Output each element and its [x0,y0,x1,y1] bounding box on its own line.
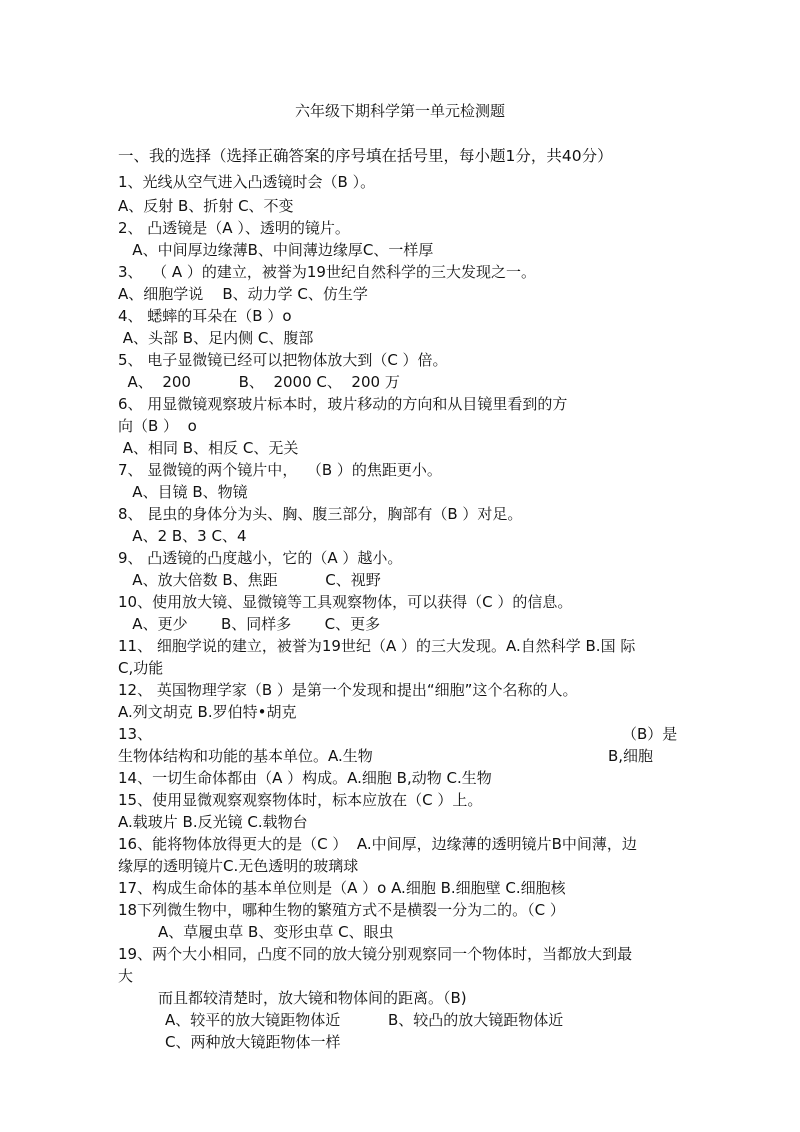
options-line: A、更少 B、同样多 C、更多 [118,615,381,633]
question-line: 3、 （ A ）的建立，被誉为19世纪自然科学的三大发现之一。 [118,263,536,281]
question-line: 18下列微生物中，哪种生物的繁殖方式不是横裂一分为二的。（C ） [118,901,565,919]
options-line: A、草履虫草 B、变形虫草 C、眼虫 [158,923,394,941]
question-line: 1、光线从空气进入凸透镜时会（B ）。 [118,173,376,191]
section-heading: 一、我的选择（选择正确答案的序号填在括号里，每小题1分，共40分） [118,147,613,165]
question-line: 2、 凸透镜是（A ）、透明的镜片。 [118,219,350,237]
option-text: B,细胞 [608,747,654,765]
question-line: 14、一切生命体都由（A ）构成。A.细胞 B,动物 C.生物 [118,769,492,787]
question-line: 7、 显微镜的两个镜片中， （B ）的焦距更小。 [118,461,442,479]
question-line: 15、使用显微观察观察物体时，标本应放在（C ）上。 [118,791,483,809]
options-line: A、放大倍数 B、焦距 C、视野 [118,571,381,589]
question-line: 11、 细胞学说的建立，被誉为19世纪（A ）的三大发现。A.自然科学 B.国 际 [118,637,636,655]
question-line: 6、 用显微镜观察玻片标本时，玻片移动的方向和从目镜里看到的方 [118,395,568,413]
question-line: 10、使用放大镜、显微镜等工具观察物体，可以获得（C ）的信息。 [118,593,573,611]
question-line: 19、两个大小相同，凸度不同的放大镜分别观察同一个物体时，当都放大到最 [118,945,633,963]
document-title: 六年级下期科学第一单元检测题 [294,102,505,120]
question-line-continued: 生物体结构和功能的基本单位。A.生物 [118,747,373,765]
options-line: A、头部 B、足内侧 C、腹部 [118,329,314,347]
question-line-continued: 大 [118,967,134,985]
options-line: A.载玻片 B.反光镜 C.载物台 [118,813,308,831]
question-line: 5、 电子显微镜已经可以把物体放大到（C ）倍。 [118,351,448,369]
question-line: 12、 英国物理学家（B ）是第一个发现和提出“细胞”这个名称的人。 [118,681,578,699]
options-line: A、相同 B、相反 C、无关 [118,439,299,457]
question-line-continued: C,功能 [118,659,164,677]
question-line: 4、 蟋蟀的耳朵在（B ）o [118,307,292,325]
question-line-continued: 向（B ） o [118,417,197,435]
question-line-continued: 缘厚的透明镜片C.无色透明的玻璃球 [118,857,359,875]
question-number: 13、 [118,725,153,743]
options-line: A、细胞学说 B、动力学 C、仿生学 [118,285,368,303]
question-line: 16、能将物体放得更大的是（C ） A.中间厚，边缘薄的透明镜片B中间薄，边 [118,835,637,853]
options-line: A、目镜 B、物镜 [118,483,248,501]
options-line: A、2 B、3 C、4 [118,527,247,545]
options-line: A、 200 B、 2000 C、 200 万 [118,373,400,391]
options-line: A、反射 B、折射 C、不变 [118,197,294,215]
question-line: 17、构成生命体的基本单位则是（A ）o A.细胞 B.细胞壁 C.细胞核 [118,879,566,897]
options-line: A、较平的放大镜距物体近 B、较凸的放大镜距物体近 [165,1011,564,1029]
options-line: A、中间厚边缘薄B、中间薄边缘厚C、一样厚 [118,241,434,259]
answer-blank: （B）是 [622,725,678,743]
options-line: A.列文胡克 B.罗伯特•胡克 [118,703,297,721]
question-line: 9、 凸透镜的凸度越小，它的（A ）越小。 [118,549,403,567]
options-line: C、两种放大镜距物体一样 [165,1033,341,1051]
question-line: 8、 昆虫的身体分为头、胸、腹三部分，胸部有（B ）对足。 [118,505,523,523]
question-line-continued: 而且都较清楚时，放大镜和物体间的距离。（B) [158,989,467,1007]
